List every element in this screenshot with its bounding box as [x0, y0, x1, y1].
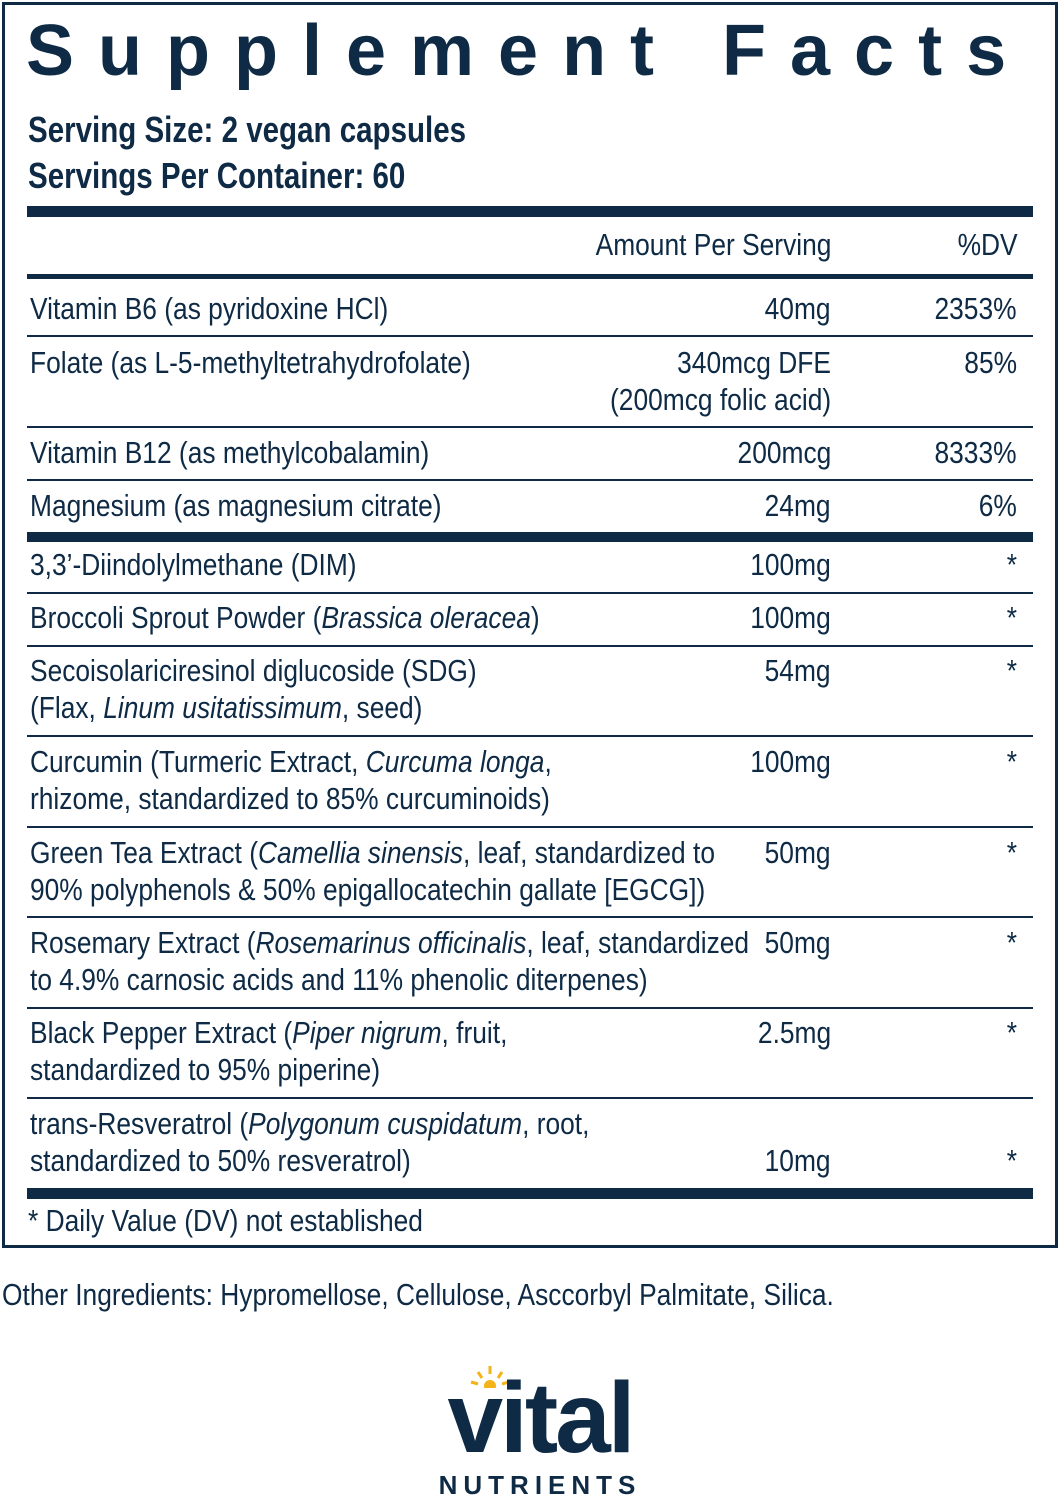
ingredient-amount: 50mg	[765, 835, 831, 870]
thick-divider-top	[27, 206, 1033, 217]
header-divider	[27, 274, 1033, 279]
ingredient-name: Black Pepper Extract (Piper nigrum, fruit,	[30, 1015, 508, 1050]
ingredient-name: Broccoli Sprout Powder (Brassica oleracea)	[30, 600, 540, 635]
ingredient-dv: *	[1006, 600, 1017, 635]
ingredient-name-line2: standardized to 50% resveratrol)	[30, 1143, 411, 1178]
panel-title: Supplement Facts	[26, 11, 1031, 91]
daily-value-footnote: * Daily Value (DV) not established	[28, 1203, 423, 1238]
nutrient-name: Folate (as L-5-methyltetrahydrofolate)	[30, 345, 471, 380]
brand-logo	[410, 1362, 670, 1500]
amount-per-serving-header: Amount Per Serving	[595, 227, 831, 262]
nutrient-name: Vitamin B12 (as methylcobalamin)	[30, 435, 430, 470]
row-divider	[27, 335, 1033, 337]
thick-divider-bottom	[27, 1188, 1033, 1199]
row-divider	[27, 592, 1033, 594]
row-divider	[27, 645, 1033, 647]
nutrient-name: Magnesium (as magnesium citrate)	[30, 488, 442, 523]
row-divider	[27, 735, 1033, 737]
nutrient-amount: 340mcg DFE	[677, 345, 831, 380]
ingredient-amount: 54mg	[765, 653, 831, 688]
ingredient-name-line2: rhizome, standardized to 85% curcuminoids)	[30, 781, 550, 816]
brand-subname: NUTRIENTS	[438, 1470, 642, 1500]
nutrient-amount: 40mg	[765, 291, 831, 326]
ingredient-name: Rosemary Extract (Rosemarinus officinalis, leaf, standardized	[30, 925, 750, 960]
ingredient-name: Green Tea Extract (Camellia sinensis, leaf, standardized to	[30, 835, 715, 870]
ingredient-dv: *	[1006, 1015, 1017, 1050]
ingredient-amount: 100mg	[750, 547, 831, 582]
ingredient-name-line2: to 4.9% carnosic acids and 11% phenolic diterpenes)	[30, 962, 648, 997]
ingredient-name-line2: 90% polyphenols & 50% epigallocatechin gallate [EGCG])	[30, 872, 706, 907]
nutrient-amount: 200mcg	[737, 435, 831, 470]
serving-size: Serving Size: 2 vegan capsules	[28, 109, 467, 150]
ingredient-name: 3,3’-Diindolylmethane (DIM)	[30, 547, 357, 582]
nutrient-dv: 2353%	[934, 291, 1017, 326]
ingredient-amount: 100mg	[750, 600, 831, 635]
ingredient-name-line2: (Flax, Linum usitatissimum, seed)	[30, 690, 423, 725]
row-divider	[27, 1007, 1033, 1009]
row-divider	[27, 916, 1033, 918]
ingredient-dv: *	[1006, 744, 1017, 779]
nutrient-name: Vitamin B6 (as pyridoxine HCl)	[30, 291, 389, 326]
ingredient-name: Secoisolariciresinol diglucoside (SDG)	[30, 653, 477, 688]
nutrient-dv: 8333%	[934, 435, 1017, 470]
row-divider	[27, 1097, 1033, 1099]
thick-divider-middle	[27, 532, 1033, 542]
nutrient-amount-detail: (200mcg folic acid)	[609, 382, 831, 417]
ingredient-name: trans-Resveratrol (Polygonum cuspidatum, root,	[30, 1106, 590, 1141]
ingredient-dv: *	[1006, 925, 1017, 960]
ingredient-dv: *	[1006, 547, 1017, 582]
nutrient-amount: 24mg	[765, 488, 831, 523]
row-divider	[27, 826, 1033, 828]
ingredient-name: Curcumin (Turmeric Extract, Curcuma longa,	[30, 744, 552, 779]
row-divider	[27, 479, 1033, 481]
brand-name: vital	[447, 1362, 633, 1474]
servings-per-container: Servings Per Container: 60	[28, 155, 406, 196]
other-ingredients: Other Ingredients: Hypromellose, Cellulose, Asccorbyl Palmitate, Silica.	[2, 1277, 834, 1312]
ingredient-dv: *	[1006, 835, 1017, 870]
ingredient-amount: 10mg	[765, 1143, 831, 1178]
ingredient-dv: *	[1006, 1143, 1017, 1178]
row-divider	[27, 426, 1033, 428]
ingredient-amount: 100mg	[750, 744, 831, 779]
ingredient-amount: 2.5mg	[757, 1015, 831, 1050]
ingredient-dv: *	[1006, 653, 1017, 688]
ingredient-name-line2: standardized to 95% piperine)	[30, 1052, 381, 1087]
dv-header: %DV	[957, 227, 1018, 262]
nutrient-dv: 85%	[964, 345, 1017, 380]
nutrient-dv: 6%	[978, 488, 1017, 523]
ingredient-amount: 50mg	[765, 925, 831, 960]
